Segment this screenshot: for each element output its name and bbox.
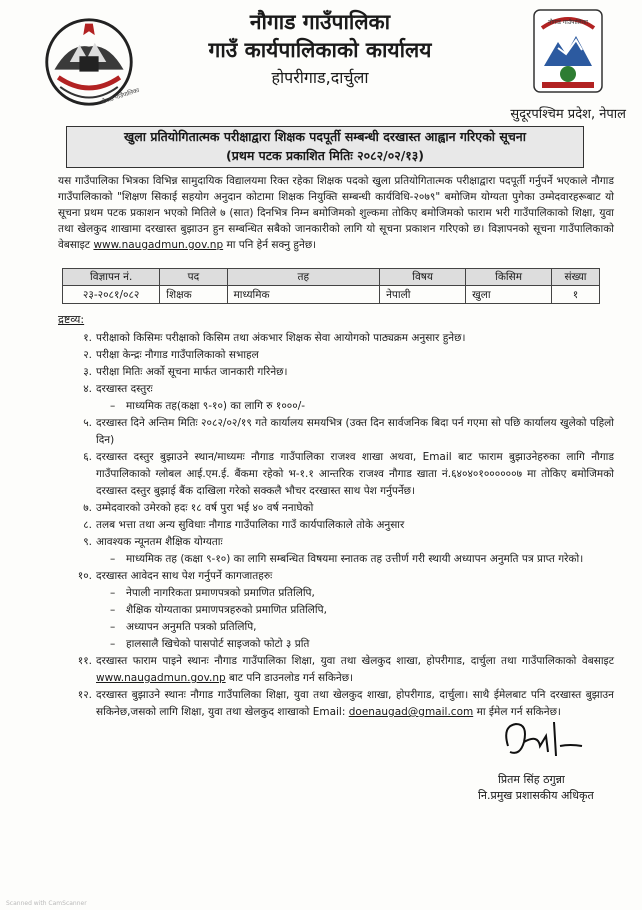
item-number: ८. — [83, 519, 92, 531]
email-link[interactable]: doenaugad@gmail.com — [348, 706, 474, 718]
item-number: ४. — [83, 383, 92, 395]
intro-text: यस गाउँपालिका भित्रका विभिन्न सामुदायिक विद्यालयमा रिक्त रहेका शिक्षक पदको खुला प्रतियोगितात्मक परीक्षाद्वारा पदपूर्ती गर्नुपर्ने भएकाले नौगाड गाउँपालिकाको "शिक्षण सिकाई सहयोग अनुदान कोटामा शिक्षक नियुक्ति सम्बन्धी कार्यविधि-२०७९" बमोजिम योग्यता पुगेका उम्मेदवारहरूबाट यो सूचना प्रथम पटक प्रकाशन भएको मितिले ७ (सात) दिनभित्र निम्न बमोजिमको शुल्कमा तोकिए बमोजिमको फाराम भरी गाउँपालिकाको शिक्षा, युवा तथा खेलकुद शाखामा दरखास्त बुझाउन हुन सम्बन्धित सबैको जानकारीको लागि यो सूचना प्रकाशन गरिएको छ। विज्ञापनको सूचना गाउँपालिकाको वेबसाइट — [58, 175, 614, 251]
intro-tail: मा पनि हेर्न सक्नु हुनेछ। — [226, 239, 317, 251]
logo-caption: नौगाड गाउँपालिका — [548, 19, 588, 26]
item-text-tail: बाट पनि डाउनलोड गर्न सकिनेछ। — [229, 672, 354, 684]
item-text: परीक्षा मितिः अर्को सूचना मार्फत जानकारी गरिनेछ। — [96, 366, 288, 378]
list-item — [62, 364, 614, 381]
item-text: दरखास्त दिने अन्तिम मितिः २०८२/०२/१९ गते कार्यालय समयभित्र (उक्त दिन सार्वजनिक बिदा पर्न गएमा सो पछि कार्यालय खुलेको पहिलो दिन) — [96, 417, 614, 446]
item-number: ६. — [83, 451, 92, 463]
item-text: परीक्षा केन्द्रः नौगाड गाउँपालिकाको सभाहल — [96, 349, 259, 361]
item-text — [96, 653, 614, 687]
item-text: दरखास्त आवेदन साथ पेश गर्नुपर्ने कागजातहरुः — [96, 570, 273, 582]
dash: – — [110, 400, 116, 412]
signatory-post: नि.प्रमुख प्रशासकीय अधिकृत — [478, 789, 594, 802]
col-type: किसिम — [466, 269, 552, 286]
website-link[interactable]: www.naugadmun.gov.np — [96, 672, 226, 684]
remarks-list — [62, 330, 614, 721]
list-item — [62, 330, 614, 347]
sub-item-text: नेपाली नागरिकता प्रमाणपत्रको प्रमाणित प्रतिलिपि, — [126, 587, 315, 599]
remarks-heading: द्रष्टव्य: — [58, 313, 85, 326]
item-number: ३. — [83, 366, 92, 378]
sub-item — [62, 636, 614, 653]
sub-item-text: हालसालै खिचेको पासपोर्ट साइजको फोटो ३ प्रति — [126, 638, 310, 650]
table-header-row — [63, 269, 600, 286]
dash: – — [110, 638, 116, 650]
cell-level: माध्यमिक — [227, 286, 380, 304]
sub-item-text: अध्यापन अनुमति पत्रको प्रतिलिपि, — [126, 621, 257, 633]
col-ad-number: विज्ञापन नं. — [63, 269, 160, 286]
col-level: तह — [227, 269, 380, 286]
vacancy-table — [62, 268, 600, 304]
item-number: १०. — [77, 570, 92, 582]
signatory-name: प्रितम सिंह ठगुन्ना — [498, 773, 565, 786]
item-text-main: दरखास्त फाराम पाइने स्थानः नौगाड गाउँपालिका शिक्षा, युवा तथा खेलकुद शाखा, होपरीगाड, दार्चुला तथा गाउँपालिकाको वेबसाइट — [96, 655, 614, 667]
list-item — [62, 415, 614, 449]
dash: – — [110, 621, 116, 633]
item-text: दरखास्त दस्तुर बुझाउने स्थान/माध्यमः नौगाड गाउँपालिका राजश्व शाखा अथवा, Email बाट फाराम बुझाउनेहरुका लागि नौगाड गाउँपालिकाको ग्लोबल आई.एम.ई. बैंकमा रहेको भ-१.१ आन्तरिक राजश्व नौगाड खाता नं.६४०४०१००००००७ मा तोकिए बमोजिमको दरखास्त दस्तुर बुझाई बैंक दाखिला गरेको सक्कलै भौचर दरखास्त साथ पेश गर्नुपर्नेछ। — [96, 451, 614, 497]
sub-item-text: शैक्षिक योग्यताका प्रमाणपत्रहरुको प्रमाणित प्रतिलिपि, — [126, 604, 327, 616]
list-item — [62, 500, 614, 517]
sub-item — [62, 585, 614, 602]
cell-subject: नेपाली — [380, 286, 466, 304]
cell-post: शिक्षक — [160, 286, 227, 304]
dash: – — [110, 604, 116, 616]
cell-count: १ — [552, 286, 600, 304]
emblem-caption: नौगाड गाउँपालिका — [100, 86, 141, 106]
item-text: तलब भत्ता तथा अन्य सुविधाः नौगाड गाउँपालिका गाउँ कार्यपालिकाले तोके अनुसार — [96, 519, 405, 531]
list-item — [62, 534, 614, 551]
col-post: पद — [160, 269, 227, 286]
item-text-main: दरखास्त बुझाउने स्थानः नौगाड गाउँपालिका शिक्षा, युवा तथा खेलकुद शाखा, होपरीगाड, दार्चुला। साथै ईमेलबाट पनि दरखास्त बुझाउन सकिनेछ,जसको लागि शिक्षा, युवा तथा खेलकुद शाखाको Email: — [96, 689, 614, 718]
office-address: होपरीगाड,दार्चुला — [271, 68, 369, 87]
list-item — [62, 653, 614, 687]
table-row — [63, 286, 600, 304]
item-text: उम्मेदवारको उमेरको हदः १८ वर्ष पुरा भई ४० वर्ष ननाघेको — [96, 502, 314, 514]
item-number: २. — [83, 349, 92, 361]
province-name: सुदूरपश्चिम प्रदेश, नेपाल — [510, 107, 626, 122]
letterhead — [0, 0, 642, 120]
sub-item — [62, 619, 614, 636]
col-subject: विषय — [380, 269, 466, 286]
sub-item-text: माध्यमिक तह(कक्षा ९-१०) का लागि रु १०००/- — [126, 400, 306, 412]
dash: – — [110, 553, 116, 565]
item-text: दरखास्त दस्तुरः — [96, 383, 153, 395]
item-text-tail: मा ईमेल गर्न सकिनेछ। — [476, 706, 561, 718]
sub-item — [62, 602, 614, 619]
item-number: ५. — [83, 417, 92, 429]
col-count: संख्या — [552, 269, 600, 286]
sub-item-text: माध्यमिक तह (कक्षा ९-१०) का लागि सम्बन्धित विषयमा स्नातक तह उत्तीर्ण गरी स्थायी अध्यापन अनुमति पत्र प्राप्त गरेको। — [126, 553, 584, 565]
item-text: परीक्षाको किसिमः परीक्षाको किसिम तथा अंकभार शिक्षक सेवा आयोगको पाठ्यक्रम अनुसार हुनेछ। — [96, 332, 466, 344]
item-number: ९. — [83, 536, 92, 548]
scanner-watermark: Scanned with CamScanner — [6, 900, 87, 907]
signature-icon — [498, 716, 586, 768]
list-item — [62, 381, 614, 398]
dash: – — [110, 587, 116, 599]
website-link[interactable]: www.naugadmun.gov.np — [93, 239, 224, 251]
item-number: ११. — [77, 655, 92, 667]
item-text: आवश्यक न्यूनतम शैक्षिक योग्यताः — [96, 536, 223, 548]
item-number: १२. — [77, 689, 92, 701]
municipality-name: नौगाड गाउँपालिका — [249, 10, 391, 34]
intro-paragraph — [58, 173, 614, 253]
cell-type: खुला — [466, 286, 552, 304]
notice-subtitle: (प्रथम पटक प्रकाशित मितिः २०८२/०२/१३) — [226, 148, 424, 163]
list-item — [62, 517, 614, 534]
list-item — [62, 347, 614, 364]
list-item — [62, 449, 614, 500]
item-number: १. — [83, 332, 92, 344]
notice-title-box — [66, 126, 584, 168]
cell-ad-number: २३-२०८१/०८२ — [63, 286, 160, 304]
sub-item — [62, 398, 614, 415]
list-item — [62, 568, 614, 585]
item-number: ७. — [83, 502, 92, 514]
office-name: गाउँ कार्यपालिकाको कार्यालय — [208, 38, 432, 62]
sub-item — [62, 551, 614, 568]
notice-title: खुला प्रतियोगितात्मक परीक्षाद्वारा शिक्षक पदपूर्ती सम्बन्धी दरखास्त आह्वान गरिएको सूचना — [124, 129, 526, 144]
